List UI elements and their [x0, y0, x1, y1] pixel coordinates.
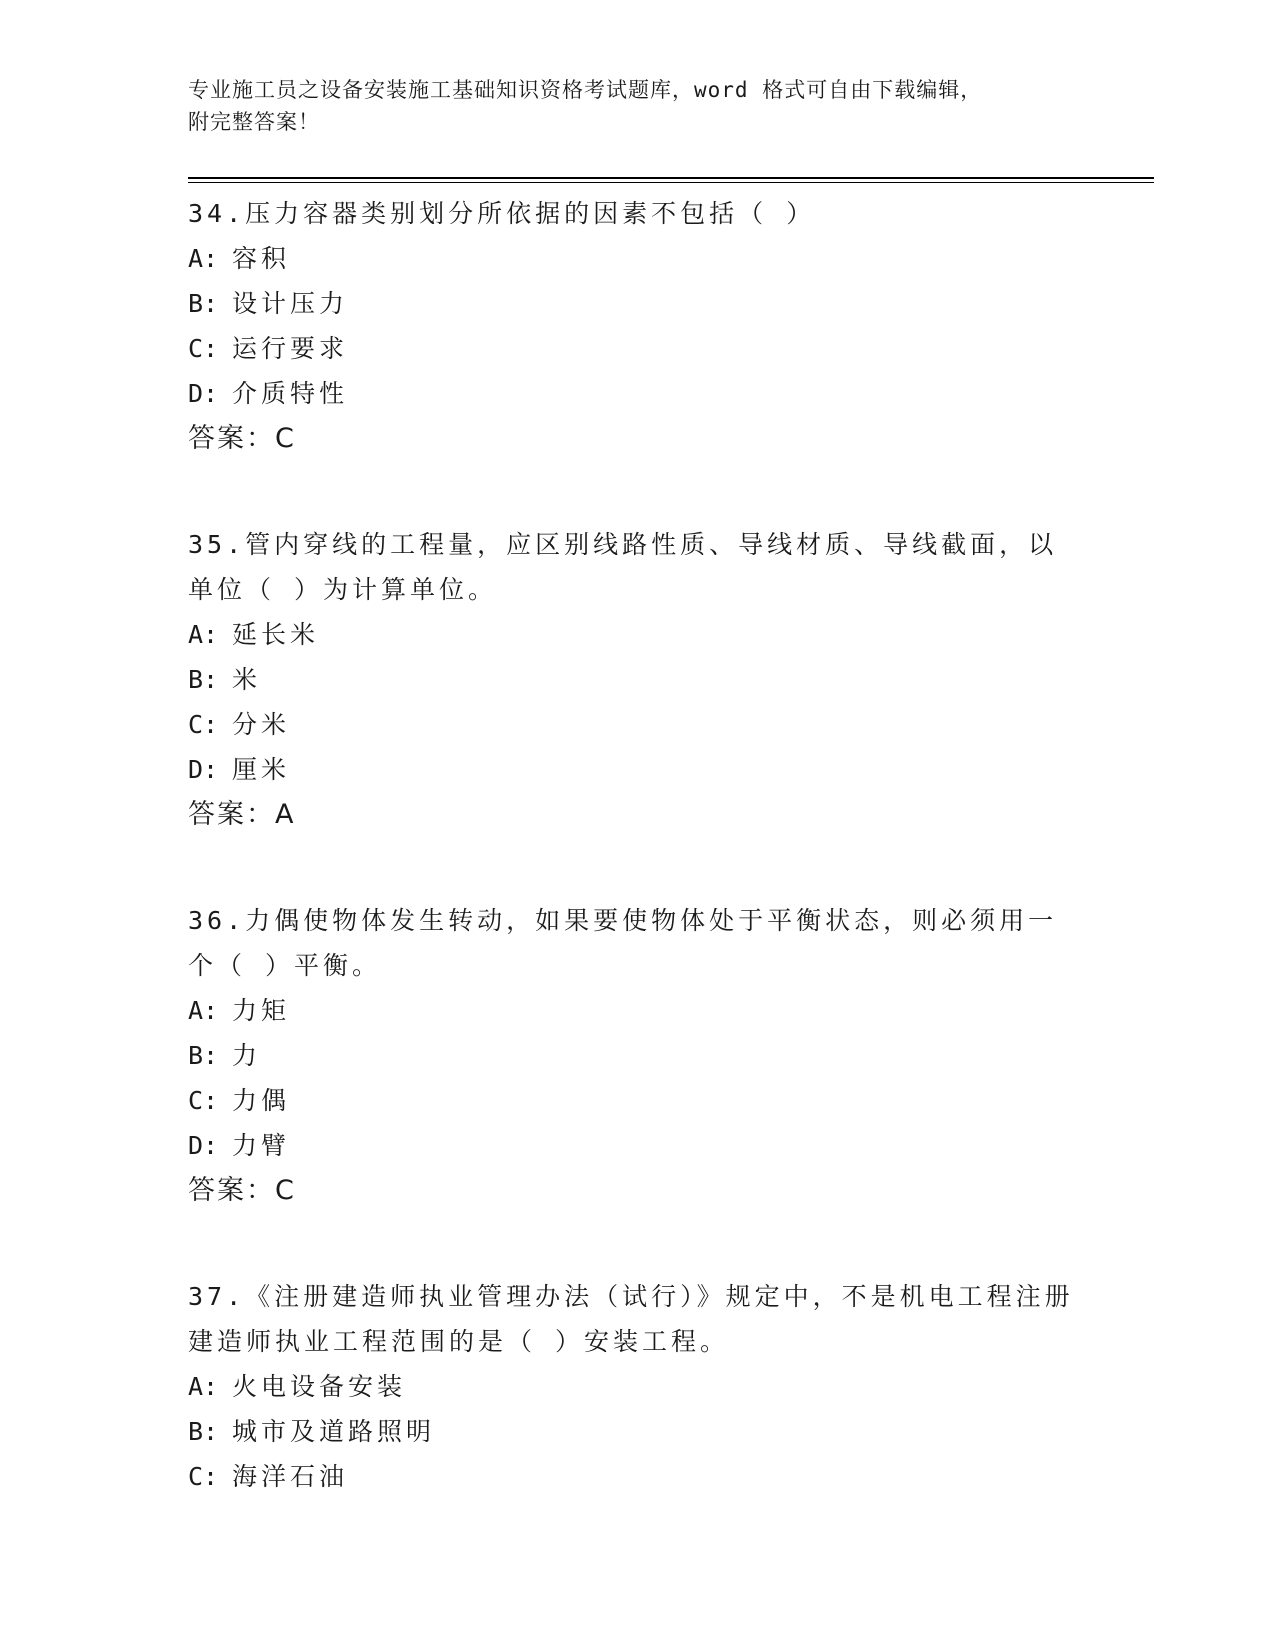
option-c [188, 1454, 1078, 1499]
option-key: B: [188, 1417, 219, 1446]
answer-label: 答案： [188, 423, 275, 454]
document-header [188, 74, 1088, 138]
option-a [188, 1364, 1078, 1409]
option-key: A: [188, 996, 219, 1025]
question-spacer [188, 1213, 1078, 1269]
option-key: C: [188, 1086, 219, 1115]
option-key: C: [188, 1462, 219, 1491]
question-35 [188, 517, 1078, 837]
option-d [188, 747, 1078, 792]
question-stem: 36.力偶使物体发生转动，如果要使物体处于平衡状态，则必须用一个（ ）平衡。 [188, 906, 1058, 980]
option-text: 火电设备安装 [232, 1372, 407, 1401]
option-b [188, 1033, 1078, 1078]
option-key: A: [188, 620, 219, 649]
answer-label: 答案： [188, 799, 275, 830]
question-spacer [188, 461, 1078, 517]
option-text: 设计压力 [232, 289, 349, 318]
option-text: 米 [232, 665, 262, 694]
header-line-1: 专业施工员之设备安装施工基础知识资格考试题库，word 格式可自由下载编辑， [188, 78, 983, 102]
answer-value: A [275, 799, 295, 830]
option-text: 力臂 [232, 1131, 291, 1160]
option-key: D: [188, 755, 219, 784]
option-text: 力偶 [232, 1086, 291, 1115]
option-a [188, 988, 1078, 1033]
question-stem: 37.《注册建造师执业管理办法（试行）》规定中，不是机电工程注册建造师执业工程范围的是（ ）安装工程。 [188, 1282, 1074, 1356]
option-text: 厘米 [232, 755, 291, 784]
question-stem: 34.压力容器类别划分所依据的因素不包括（ ） [188, 199, 816, 228]
option-key: A: [188, 244, 219, 273]
option-text: 延长米 [232, 620, 320, 649]
answer-value: C [275, 423, 295, 454]
question-37 [188, 1269, 1078, 1499]
question-spacer [188, 837, 1078, 893]
option-d [188, 1123, 1078, 1168]
option-key: C: [188, 334, 219, 363]
option-text: 分米 [232, 710, 291, 739]
answer-value: C [275, 1175, 295, 1206]
option-text: 力矩 [232, 996, 291, 1025]
option-c [188, 702, 1078, 747]
header-divider-thick [188, 177, 1154, 179]
option-key: C: [188, 710, 219, 739]
answer-line [188, 792, 1078, 837]
question-list [188, 186, 1078, 1499]
option-key: B: [188, 289, 219, 318]
option-key: B: [188, 665, 219, 694]
option-b [188, 1409, 1078, 1454]
question-34 [188, 186, 1078, 461]
header-line-2: 附完整答案！ [188, 110, 320, 134]
answer-label: 答案： [188, 1175, 275, 1206]
question-36 [188, 893, 1078, 1213]
option-key: D: [188, 1131, 219, 1160]
option-text: 容积 [232, 244, 291, 273]
option-text: 城市及道路照明 [232, 1417, 436, 1446]
answer-line [188, 416, 1078, 461]
option-a [188, 612, 1078, 657]
option-b [188, 281, 1078, 326]
option-text: 介质特性 [232, 379, 349, 408]
option-text: 运行要求 [232, 334, 349, 363]
question-stem: 35.管内穿线的工程量，应区别线路性质、导线材质、导线截面，以单位（ ）为计算单位。 [188, 530, 1058, 604]
option-key: A: [188, 1372, 219, 1401]
option-b [188, 657, 1078, 702]
option-c [188, 1078, 1078, 1123]
header-divider-thin [188, 182, 1154, 183]
option-key: B: [188, 1041, 219, 1070]
option-key: D: [188, 379, 219, 408]
option-c [188, 326, 1078, 371]
answer-line [188, 1168, 1078, 1213]
option-d [188, 371, 1078, 416]
option-text: 海洋石油 [232, 1462, 349, 1491]
option-text: 力 [232, 1041, 262, 1070]
option-a [188, 236, 1078, 281]
